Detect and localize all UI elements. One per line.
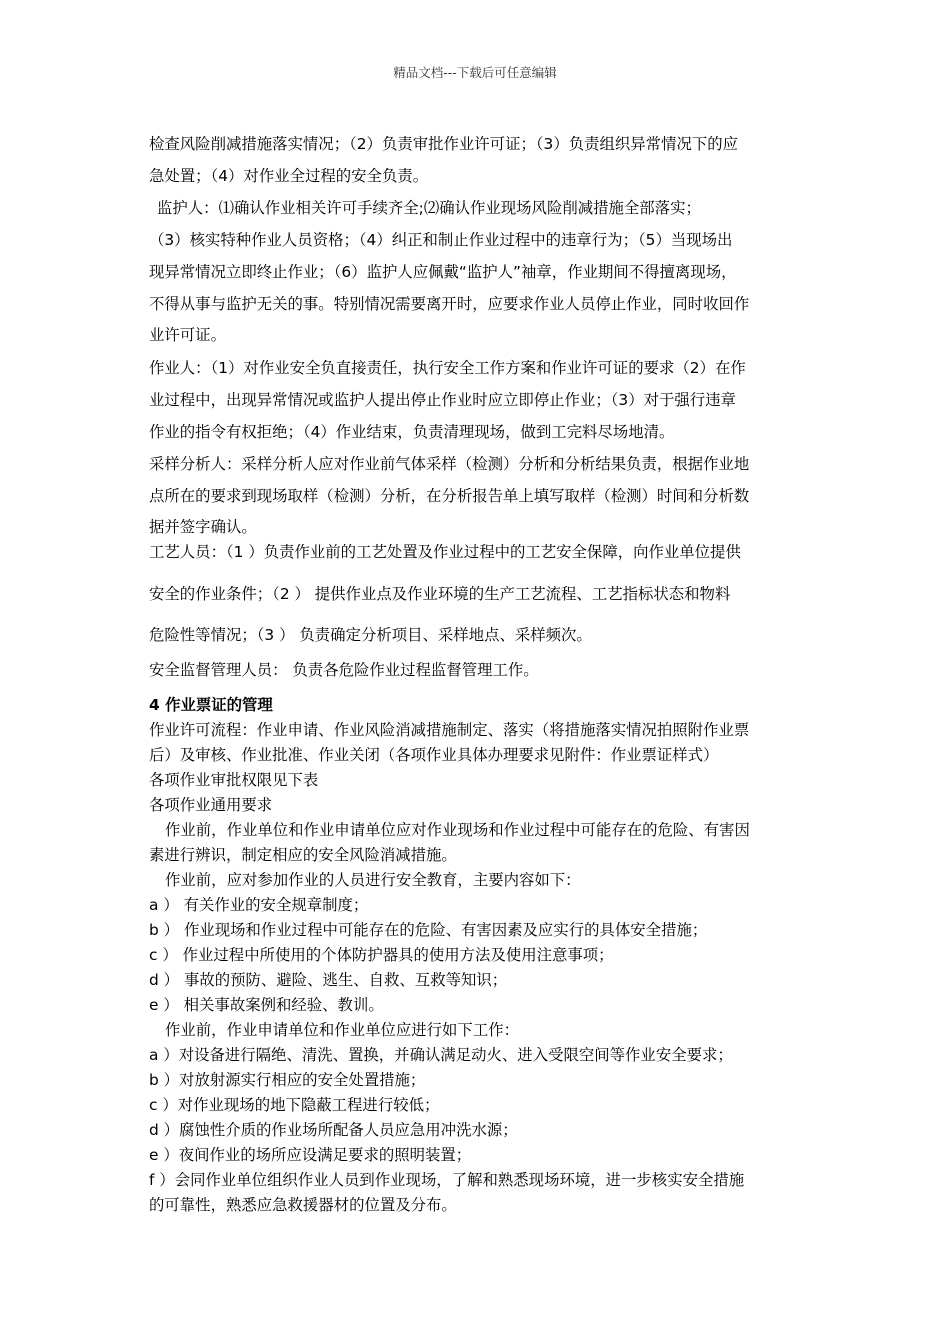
text-line: 的可靠性，熟悉应急救援器材的位置及分布。 [149, 1196, 457, 1214]
list-item: a ） 有关作业的安全规章制度； [149, 896, 369, 914]
text-line: 作业前，作业申请单位和作业单位应进行如下工作： [165, 1021, 519, 1039]
list-item: e ）夜间作业的场所应设满足要求的照明装置； [149, 1146, 472, 1164]
text-line: 点所在的要求到现场取样（检测）分析，在分析报告单上填写取样（检测）时间和分析数 [149, 487, 750, 505]
text-line: 急处置；（4）对作业全过程的安全负责。 [149, 167, 429, 185]
text-line: 后）及审核、作业批准、作业关闭（各项作业具体办理要求见附件：作业票证样式） [149, 746, 719, 764]
section-heading: 4 作业票证的管理 [149, 696, 273, 714]
text-line: 业过程中，出现异常情况或监护人提出停止作业时应立即停止作业；（3）对于强行违章 [149, 391, 736, 409]
text-line: 不得从事与监护无关的事。特别情况需要离开时，应要求作业人员停止作业，同时收回作 [149, 295, 750, 313]
list-item: b ）对放射源实行相应的安全处置措施； [149, 1071, 426, 1089]
list-item: b ） 作业现场和作业过程中可能存在的危险、有害因素及应实行的具体安全措施； [149, 921, 708, 939]
text-line: 作业前，应对参加作业的人员进行安全教育，主要内容如下： [165, 871, 581, 889]
text-line: 各项作业通用要求 [149, 796, 273, 814]
list-item: c ） 作业过程中所使用的个体防护器具的使用方法及使用注意事项； [149, 946, 614, 964]
text-line: 作业人：（1）对作业安全负直接责任，执行安全工作方案和作业许可证的要求（2）在作 [149, 359, 746, 377]
text-line: 作业的指令有权拒绝；（4）作业结束，负责清理现场，做到工完料尽场地清。 [149, 423, 675, 441]
text-line: 作业许可流程：作业申请、作业风险消减措施制定、落实（将措施落实情况拍照附作业票 [149, 721, 750, 739]
text-line: 作业前，作业单位和作业申请单位应对作业现场和作业过程中可能存在的危险、有害因 [165, 821, 750, 839]
text-line: 素进行辨识，制定相应的安全风险消减措施。 [149, 846, 457, 864]
text-line: 安全的作业条件；（2 ） 提供作业点及作业环境的生产工艺流程、工艺指标状态和物料 [149, 585, 731, 603]
text-line: 各项作业审批权限见下表 [149, 771, 319, 789]
list-item: f ）会同作业单位组织作业人员到作业现场，了解和熟悉现场环境，进一步核实安全措施 [149, 1171, 745, 1189]
list-item: d ）腐蚀性介质的作业场所配备人员应急用冲洗水源； [149, 1121, 518, 1139]
text-line: 业许可证。 [149, 326, 226, 344]
list-item: a ）对设备进行隔绝、清洗、置换，并确认满足动火、进入受限空间等作业安全要求； [149, 1046, 733, 1064]
page-header: 精品文档---下载后可任意编辑 [393, 65, 557, 80]
text-line: （3）核实特种作业人员资格；（4）纠正和制止作业过程中的违章行为；（5）当现场出 [149, 231, 733, 249]
text-line: 采样分析人：采样分析人应对作业前气体采样（检测）分析和分析结果负责，根据作业地 [149, 455, 750, 473]
text-line: 安全监督管理人员： 负责各危险作业过程监督管理工作。 [149, 661, 539, 679]
text-line: 现异常情况立即终止作业；（6）监护人应佩戴“监护人”袖章，作业期间不得擅离现场， [149, 263, 737, 281]
list-item: c ）对作业现场的地下隐蔽工程进行较低； [149, 1096, 440, 1114]
text-line: 据并签字确认。 [149, 518, 257, 536]
text-line: 危险性等情况；（3 ） 负责确定分析项目、采样地点、采样频次。 [149, 626, 592, 644]
text-line: 检查风险削减措施落实情况；（2）负责审批作业许可证；（3）负责组织异常情况下的应 [149, 135, 739, 153]
list-item: e ） 相关事故案例和经验、教训。 [149, 996, 384, 1014]
text-line: 工艺人员：（1 ）负责作业前的工艺处置及作业过程中的工艺安全保障，向作业单位提供 [149, 543, 741, 561]
text-line: 监护人：⑴确认作业相关许可手续齐全;⑵确认作业现场风险削减措施全部落实； [157, 199, 701, 217]
list-item: d ） 事故的预防、避险、逃生、自救、互救等知识； [149, 971, 508, 989]
